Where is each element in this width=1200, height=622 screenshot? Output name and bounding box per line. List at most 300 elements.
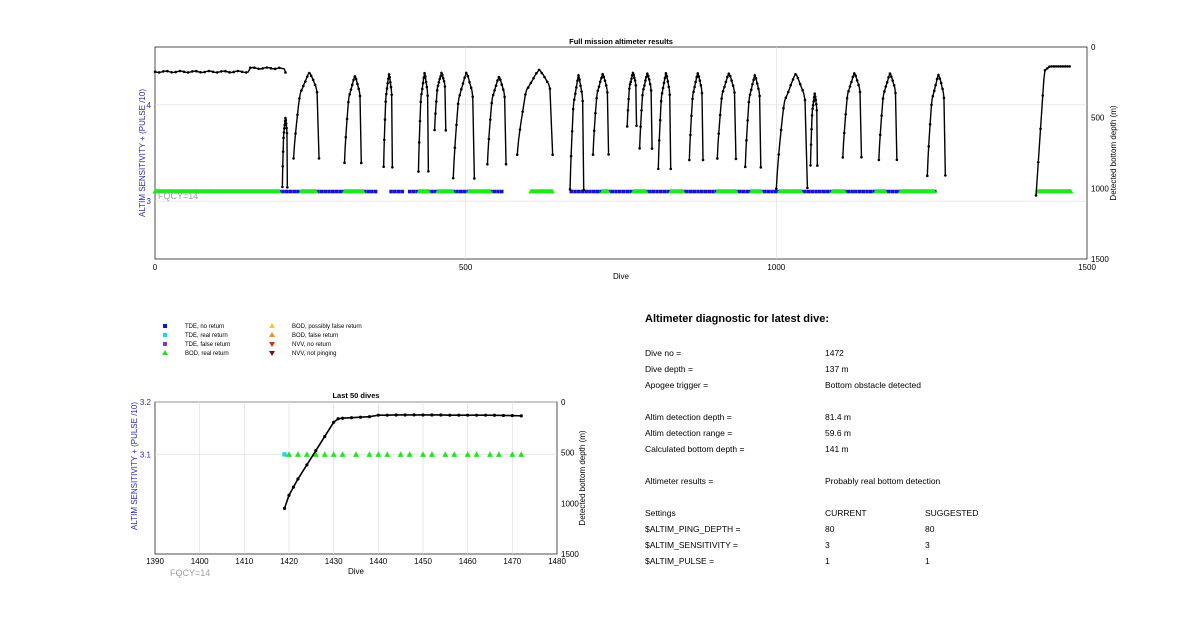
diag-row-calculated-depth — [645, 444, 1165, 456]
depth-point — [668, 94, 671, 97]
depth-point — [389, 81, 392, 84]
depth-point — [511, 414, 514, 417]
depth-point — [296, 477, 299, 480]
depth-point — [346, 118, 349, 121]
depth-point — [343, 162, 346, 165]
depth-point — [490, 102, 493, 105]
depth-point — [540, 72, 543, 75]
depth-point — [404, 413, 407, 416]
tde-no-return-marker — [611, 190, 615, 194]
depth-point — [744, 166, 747, 169]
depth-point — [360, 162, 363, 165]
legend-marker — [269, 351, 275, 356]
depth-point — [657, 168, 660, 171]
depth-point — [294, 132, 297, 135]
depth-point — [850, 81, 853, 84]
depth-point — [166, 70, 169, 73]
diag-value: 80 — [925, 524, 935, 534]
left-tick-label: 3.2 — [139, 398, 151, 407]
tde-no-return-marker — [412, 190, 416, 194]
diag-label: $ALTIM_SENSITIVITY = — [645, 540, 738, 550]
x-tick-label: 1410 — [235, 557, 254, 566]
diag-label: $ALTIM_PULSE = — [645, 556, 715, 566]
depth-point — [388, 73, 391, 76]
depth-point — [457, 103, 460, 106]
depth-point — [437, 84, 440, 87]
depth-point — [434, 112, 437, 115]
depth-point — [382, 165, 385, 168]
depth-point — [1064, 65, 1067, 68]
depth-point — [938, 77, 941, 80]
depth-point — [261, 67, 264, 70]
depth-point — [849, 85, 852, 88]
depth-point — [601, 73, 604, 76]
depth-point — [926, 175, 929, 178]
tde-no-return-marker — [891, 190, 895, 194]
depth-point — [757, 87, 760, 90]
tde-no-return-marker — [745, 190, 749, 194]
diag-value: 81.4 m — [825, 412, 851, 422]
depth-point — [816, 109, 819, 112]
depth-point — [641, 94, 644, 97]
diag-row-results — [645, 476, 1165, 488]
depth-point — [1035, 194, 1038, 197]
tde-no-return-marker — [500, 190, 504, 194]
depth-point — [305, 463, 308, 466]
depth-point — [748, 101, 751, 104]
depth-point — [887, 76, 890, 79]
depth-point — [493, 414, 496, 417]
depth-point — [292, 486, 295, 489]
tde-no-return-marker — [803, 190, 807, 194]
x-tick-label: 500 — [458, 263, 473, 272]
depth-point — [717, 132, 720, 135]
depth-point — [296, 113, 299, 116]
depth-point — [314, 83, 317, 86]
right-tick-label: 500 — [1091, 113, 1105, 123]
depth-point — [593, 129, 596, 132]
diag-value: 3 — [925, 540, 930, 550]
depth-point — [386, 414, 389, 417]
depth-point — [419, 120, 422, 123]
depth-point — [604, 79, 607, 82]
depth-point — [785, 96, 788, 99]
depth-point — [355, 78, 358, 81]
depth-point — [758, 95, 761, 98]
depth-point — [348, 93, 351, 96]
bottom-chart-title: Last 50 dives — [332, 391, 380, 400]
depth-point — [669, 168, 672, 171]
depth-point — [854, 75, 857, 78]
depth-point — [435, 100, 438, 103]
depth-point — [187, 71, 190, 74]
x-tick-label: 1390 — [146, 557, 164, 566]
depth-point — [1048, 65, 1051, 68]
depth-point — [635, 125, 638, 128]
depth-point — [454, 146, 457, 149]
depth-point — [530, 82, 533, 85]
depth-point — [592, 153, 595, 156]
depth-point — [418, 141, 421, 144]
depth-point — [520, 414, 523, 417]
depth-point — [662, 87, 665, 90]
depth-point — [390, 94, 393, 97]
depth-point — [421, 88, 424, 91]
depth-point — [503, 96, 506, 99]
depth-point — [444, 85, 447, 88]
depth-point — [1057, 65, 1060, 68]
depth-point — [1055, 65, 1058, 68]
diag-label: Dive depth = — [645, 364, 693, 374]
depth-point — [883, 90, 886, 93]
depth-point — [443, 80, 446, 83]
depth-point — [350, 416, 353, 419]
depth-point — [635, 84, 638, 87]
depth-point — [696, 72, 699, 75]
depth-point — [930, 103, 933, 106]
depth-point — [752, 79, 755, 82]
depth-point — [860, 156, 863, 159]
depth-point — [208, 70, 211, 73]
depth-point — [702, 159, 705, 162]
depth-point — [810, 143, 813, 146]
tde-no-return-marker — [825, 190, 829, 194]
tde-no-return-marker — [894, 190, 898, 194]
bottom-chart — [130, 391, 587, 578]
depth-point — [816, 164, 819, 167]
depth-point — [347, 101, 350, 104]
tde-no-return-marker — [847, 190, 851, 194]
depth-point — [626, 125, 629, 128]
depth-point — [549, 87, 552, 90]
depth-point — [760, 166, 763, 169]
depth-point — [581, 100, 584, 103]
depth-point — [412, 413, 415, 416]
depth-point — [700, 84, 703, 87]
legend-label: TDE, real return — [185, 333, 228, 339]
depth-point — [282, 150, 285, 153]
depth-point — [751, 83, 754, 86]
depth-point — [287, 494, 290, 497]
x-tick-label: 1430 — [324, 557, 343, 566]
depth-point — [878, 159, 881, 162]
depth-point — [285, 127, 288, 130]
depth-point — [489, 118, 492, 121]
right-tick-label: 0 — [1091, 43, 1096, 52]
depth-point — [195, 70, 198, 73]
diag-label: Dive no = — [645, 348, 682, 358]
depth-point — [809, 164, 812, 167]
depth-point — [438, 81, 441, 84]
depth-point — [286, 186, 289, 189]
depth-point — [162, 70, 165, 73]
depth-point — [551, 153, 554, 156]
depth-point — [719, 114, 722, 117]
depth-point — [646, 72, 649, 75]
depth-point — [640, 109, 643, 112]
depth-point — [801, 89, 804, 92]
depth-point — [312, 79, 315, 82]
depth-point — [642, 88, 645, 91]
top-chart — [138, 37, 1118, 281]
x-tick-label: 1400 — [190, 557, 209, 566]
depth-point — [505, 163, 508, 166]
tde-no-return-marker — [463, 190, 467, 194]
depth-point — [395, 413, 398, 416]
depth-point — [495, 84, 498, 87]
depth-point — [532, 77, 535, 80]
depth-point — [1062, 65, 1065, 68]
depth-point — [232, 71, 235, 74]
depth-point — [716, 157, 719, 160]
x-tick-label: 1420 — [280, 557, 298, 566]
depth-point — [498, 76, 501, 79]
depth-point — [281, 186, 284, 189]
depth-point — [648, 78, 651, 81]
tde-no-return-marker — [763, 190, 767, 194]
depth-point — [859, 91, 862, 94]
tde-no-return-marker — [281, 190, 285, 194]
depth-point — [749, 93, 752, 96]
top-plot-area — [155, 47, 1087, 259]
diag-row-sensitivity — [645, 540, 1165, 552]
depth-point — [212, 70, 215, 73]
depth-point — [352, 79, 355, 82]
top-chart-title: Full mission altimeter results — [569, 37, 673, 46]
depth-point — [633, 77, 636, 80]
tde-no-return-marker — [648, 190, 652, 194]
tde-no-return-marker — [707, 190, 711, 194]
diag-value: SUGGESTED — [925, 508, 979, 518]
depth-point — [607, 153, 610, 156]
depth-point — [638, 147, 641, 150]
right-tick-label: 1000 — [561, 499, 579, 509]
x-tick-label: 1000 — [767, 263, 786, 272]
tde-no-return-marker — [766, 190, 770, 194]
depth-point — [284, 117, 287, 120]
depth-point — [844, 113, 847, 116]
depth-point — [386, 82, 389, 85]
depth-point — [698, 75, 701, 78]
tde-no-return-marker — [869, 190, 873, 194]
depth-point — [932, 95, 935, 98]
depth-point — [799, 83, 802, 86]
legend-label: BOD, possibly false return — [292, 324, 362, 330]
depth-point — [569, 188, 572, 191]
depth-point — [278, 67, 281, 70]
tde-no-return-marker — [887, 190, 891, 194]
depth-point — [351, 84, 354, 87]
tde-no-return-marker — [850, 190, 854, 194]
top-right-axis-label: Detected bottom depth (m) — [1109, 105, 1118, 201]
depth-point — [1039, 128, 1042, 131]
depth-point — [499, 78, 502, 81]
tde-no-return-marker — [397, 190, 401, 194]
depth-point — [577, 74, 580, 77]
depth-point — [538, 69, 541, 72]
depth-point — [383, 138, 386, 141]
depth-point — [357, 88, 360, 91]
depth-point — [285, 119, 288, 122]
top-fqcy-annotation: FQCY=14 — [158, 191, 199, 201]
diag-value: 1472 — [825, 348, 844, 358]
depth-point — [462, 82, 465, 85]
depth-point — [174, 71, 177, 74]
depth-point — [597, 90, 600, 93]
right-tick-label: 1000 — [1091, 184, 1109, 194]
legend-marker — [269, 332, 275, 337]
depth-point — [442, 77, 445, 80]
depth-point — [644, 79, 647, 82]
depth-point — [323, 435, 326, 438]
depth-point — [811, 107, 814, 110]
depth-point — [846, 97, 849, 100]
bottom-x-axis-label: Dive — [347, 567, 365, 576]
tde-no-return-marker — [285, 190, 289, 194]
depth-point — [605, 84, 608, 87]
tde-no-return-marker — [327, 190, 331, 194]
depth-point — [890, 75, 893, 78]
depth-point — [359, 95, 362, 98]
diag-label: Altim detection range = — [645, 428, 733, 438]
depth-point — [782, 107, 785, 110]
depth-point — [470, 87, 473, 90]
tde-no-return-marker — [370, 190, 374, 194]
legend-label: BOD, false return — [292, 333, 339, 339]
depth-point — [527, 86, 530, 89]
depth-point — [651, 147, 654, 150]
depth-point — [735, 158, 738, 161]
depth-point — [797, 77, 800, 80]
depth-point — [245, 71, 248, 74]
tde-no-return-marker — [814, 190, 818, 194]
depth-point — [814, 95, 817, 98]
depth-point — [667, 85, 670, 88]
tde-no-return-marker — [614, 190, 618, 194]
tde-no-return-marker — [338, 190, 342, 194]
depth-point — [667, 80, 670, 83]
depth-point — [933, 90, 936, 93]
depth-point — [689, 134, 692, 137]
diag-row-detection-depth — [645, 412, 1165, 424]
depth-point — [488, 138, 491, 141]
depth-point — [750, 89, 753, 92]
diag-row-dive-no — [645, 348, 1165, 360]
x-tick-label: 1470 — [503, 557, 522, 566]
diag-value: Probably real bottom detection — [825, 476, 941, 486]
depth-point — [889, 72, 892, 75]
diag-value: 137 m — [825, 364, 849, 374]
depth-point — [484, 414, 487, 417]
depth-point — [1066, 65, 1069, 68]
depth-point — [1059, 65, 1062, 68]
depth-point — [842, 156, 845, 159]
legend-label: NVV, not pinging — [292, 351, 337, 357]
tde-no-return-marker — [818, 190, 822, 194]
depth-point — [694, 81, 697, 84]
depth-point — [281, 165, 284, 168]
left-tick-label: 3 — [146, 197, 151, 207]
depth-point — [792, 78, 795, 81]
legend-marker — [163, 333, 167, 337]
depth-point — [733, 91, 736, 94]
depth-point — [468, 81, 471, 84]
depth-point — [927, 145, 930, 148]
depth-point — [332, 421, 335, 424]
depth-point — [812, 104, 815, 107]
depth-point — [571, 130, 574, 133]
depth-point — [756, 82, 759, 85]
left-tick-label: 3.1 — [139, 450, 151, 460]
depth-point — [723, 86, 726, 89]
depth-point — [390, 86, 393, 89]
depth-point — [444, 129, 447, 132]
depth-point — [341, 417, 344, 420]
depth-point — [937, 74, 940, 77]
depth-point — [660, 100, 663, 103]
diag-row-pulse — [645, 556, 1165, 568]
depth-point — [384, 118, 387, 121]
depth-point — [732, 84, 735, 87]
depth-point — [729, 75, 732, 78]
depth-point — [1044, 69, 1047, 72]
bottom-fqcy-annotation: FQCY=14 — [170, 568, 211, 578]
depth-point — [572, 108, 575, 111]
diag-row-detection-range — [645, 428, 1165, 440]
depth-point — [471, 95, 474, 98]
tde-no-return-marker — [408, 190, 412, 194]
depth-point — [573, 98, 576, 101]
depth-point — [725, 81, 728, 84]
depth-point — [929, 123, 932, 126]
tde-no-return-marker — [711, 190, 715, 194]
depth-point — [354, 75, 357, 78]
depth-point — [500, 83, 503, 86]
depth-point — [893, 84, 896, 87]
depth-point — [220, 70, 223, 73]
depth-point — [664, 77, 667, 80]
tde-no-return-marker — [492, 190, 496, 194]
depth-point — [298, 97, 301, 100]
depth-point — [882, 97, 885, 100]
depth-point — [594, 112, 597, 115]
legend-label: TDE, false return — [185, 342, 231, 348]
depth-point — [690, 114, 693, 117]
depth-point — [286, 132, 289, 135]
depth-point — [241, 71, 244, 74]
depth-point — [891, 79, 894, 82]
tde-no-return-marker — [704, 190, 708, 194]
depth-point — [283, 127, 286, 130]
tde-no-return-marker — [655, 190, 659, 194]
depth-point — [452, 177, 455, 180]
depth-point — [574, 92, 577, 95]
legend-marker — [163, 342, 167, 346]
depth-point — [475, 414, 478, 417]
depth-point — [486, 163, 489, 166]
depth-point — [701, 92, 704, 95]
depth-point — [595, 97, 598, 100]
depth-point — [308, 72, 311, 75]
depth-point — [266, 66, 269, 69]
tde-no-return-marker — [323, 190, 327, 194]
diag-value: Bottom obstacle detected — [825, 380, 921, 390]
depth-point — [853, 72, 856, 75]
right-tick-label: 1500 — [1091, 255, 1109, 264]
diag-value: 80 — [825, 524, 835, 534]
tde-no-return-marker — [774, 190, 778, 194]
tde-no-return-marker — [865, 190, 869, 194]
